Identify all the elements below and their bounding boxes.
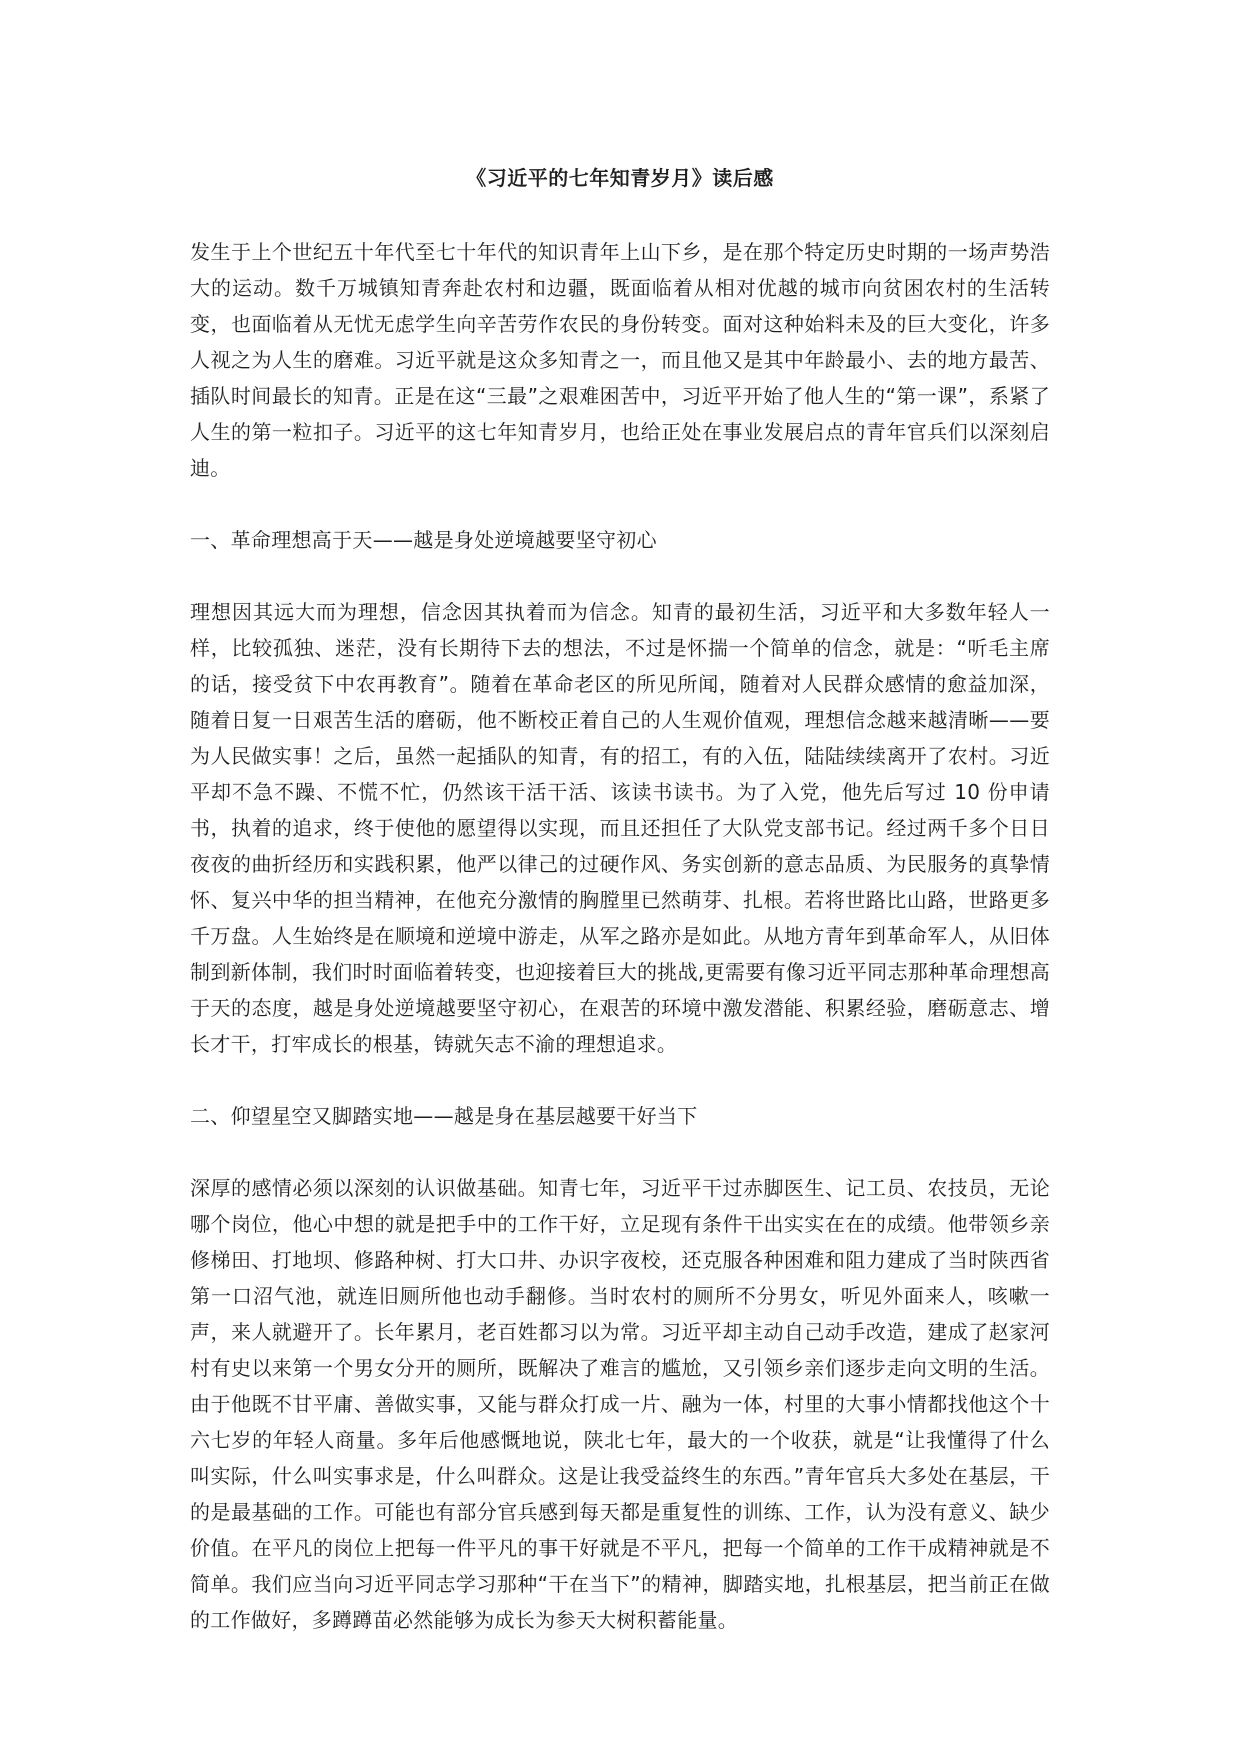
document-title: 《习近平的七年知青岁月》读后感 <box>466 166 774 190</box>
section-heading-1: 一、革命理想高于天——越是身处逆境越要坚守初心 <box>190 528 657 552</box>
document-page <box>190 160 1050 1674</box>
section-body-2: 深厚的感情必须以深刻的认识做基础。知青七年，习近平干过赤脚医生、记工员、农技员，无论哪个岗位，他心中想的就是把手中的工作干好，立足现有条件干出实实在在的成绩。他带领乡亲修梯田、打地坝、修路种树、打大口井、办识字夜校，还克服各种困难和阻力建成了当时陕西省第一口沼气池，就连旧厕所他也动手翻修。当时农村的厕所不分男女，听见外面来人，咳嗽一声，来人就避开了。长年累月，老百姓都习以为常。习近平却主动自己动手改造，建成了赵家河村有史以来第一个男女分开的厕所，既解决了难言的尴尬，又引领乡亲们逐步走向文明的生活。由于他既不甘平庸、善做实事，又能与群众打成一片、融为一体，村里的大事小情都找他这个十六七岁的年轻人商量。多年后他感慨地说，陕北七年，最大的一个收获，就是“让我懂得了什么叫实际，什么叫实事求是，什么叫群众。这是让我受益终生的东西。”青年官兵大多处在基层，干的是最基础的工作。可能也有部分官兵感到每天都是重复性的训练、工作，认为没有意义、缺少价值。在平凡的岗位上把每一件平凡的事干好就是不平凡，把每一个简单的工作干成精神就是不简单。我们应当向习近平同志学习那种“干在当下”的精神，脚踏实地，扎根基层，把当前正在做的工作做好，多蹲蹲苗必然能够为成长为参天大树积蓄能量。 <box>190 1176 1050 1632</box>
intro-paragraph: 发生于上个世纪五十年代至七十年代的知识青年上山下乡，是在那个特定历史时期的一场声势浩大的运动。数千万城镇知青奔赴农村和边疆，既面临着从相对优越的城市向贫困农村的生活转变，也面临着从无忧无虑学生向辛苦劳作农民的身份转变。面对这种始料未及的巨大变化，许多人视之为人生的磨难。习近平就是这众多知青之一，而且他又是其中年龄最小、去的地方最苦、插队时间最长的知青。正是在这“三最”之艰难困苦中，习近平开始了他人生的“第一课”，系紧了人生的第一粒扣子。习近平的这七年知青岁月，也给正处在事业发展启点的青年官兵们以深刻启迪。 <box>190 240 1050 480</box>
section-body-1: 理想因其远大而为理想，信念因其执着而为信念。知青的最初生活，习近平和大多数年轻人一样，比较孤独、迷茫，没有长期待下去的想法，不过是怀揣一个简单的信念，就是：“听毛主席的话，接受贫下中农再教育”。随着在革命老区的所见所闻，随着对人民群众感情的愈益加深，随着日复一日艰苦生活的磨砺，他不断校正着自己的人生观价值观，理想信念越来越清晰——要为人民做实事！之后，虽然一起插队的知青，有的招工，有的入伍，陆陆续续离开了农村。习近平却不急不躁、不慌不忙，仍然该干活干活、该读书读书。为了入党，他先后写过 10 份申请书，执着的追求，终于使他的愿望得以实现，而且还担任了大队党支部书记。经过两千多个日日夜夜的曲折经历和实践积累，他严以律己的过硬作风、务实创新的意志品质、为民服务的真挚情怀、复兴中华的担当精神，在他充分激情的胸膛里已然萌芽、扎根。若将世路比山路，世路更多千万盘。人生始终是在顺境和逆境中游走，从军之路亦是如此。从地方青年到革命军人，从旧体制到新体制，我们时时面临着转变，也迎接着巨大的挑战,更需要有像习近平同志那种革命理想高于天的态度，越是身处逆境越要坚守初心，在艰苦的环境中激发潜能、积累经验，磨砺意志、增长才干，打牢成长的根基，铸就矢志不渝的理想追求。 <box>190 600 1050 1056</box>
section-heading-2: 二、仰望星空又脚踏实地——越是身在基层越要干好当下 <box>190 1104 698 1128</box>
